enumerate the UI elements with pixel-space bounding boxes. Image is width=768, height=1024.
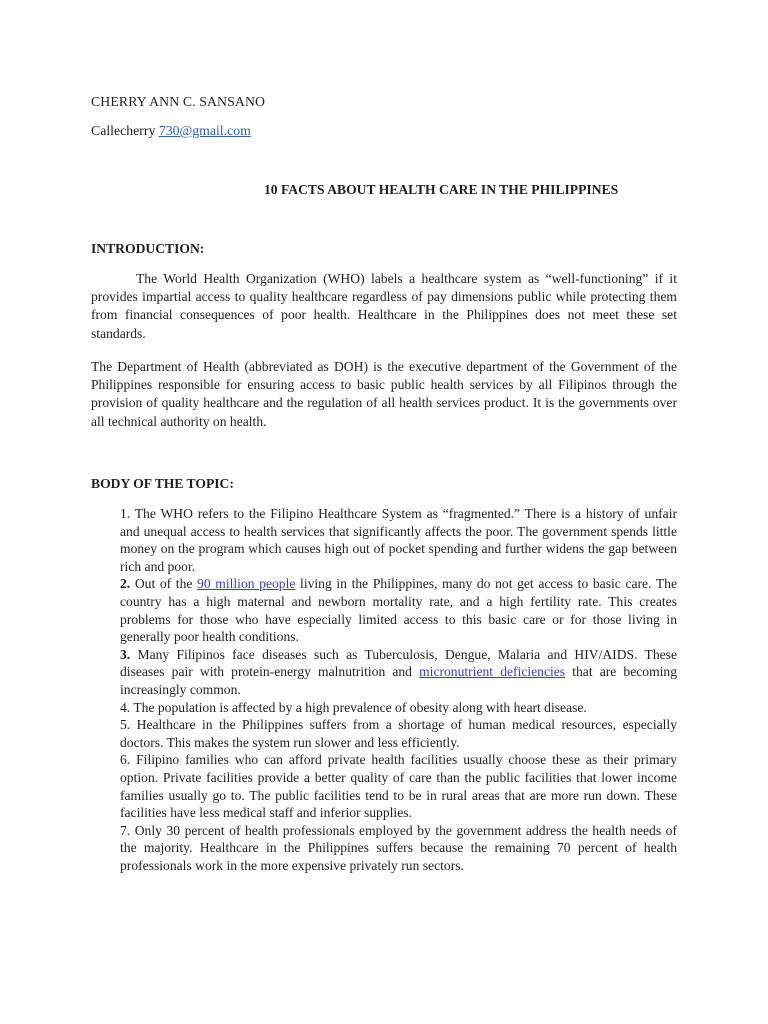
author-email	[91, 123, 251, 139]
fact-2-text-start: Out of the	[130, 576, 198, 592]
fact-item-2	[120, 575, 677, 645]
fact-item-4: 4. The population is affected by a high prevalence of obesity along with heart disease.	[120, 699, 587, 715]
population-link[interactable]: 90 million people	[197, 576, 296, 592]
fact-item-5: 5. Healthcare in the Philippines suffers from a shortage of human medical resources, especially doctors. This makes the system run slower and less efficiently.	[120, 717, 677, 750]
document-title: 10 FACTS ABOUT HEALTH CARE IN THE PHILIPPINES	[264, 182, 619, 197]
fact-item-7: 7. Only 30 percent of health professionals employed by the government address the health needs of the majority. Healthcare in the Philippines suffers because the remaining 70 percent of health professionals work in the more expensive privately run sectors.	[120, 822, 677, 873]
fact-2-text-end: living in the Philippines, many do not get access to basic care. The country has a high maternal and newborn mortality rate, and a high fertility rate. This creates problems for those who have especially limited access to this basic care or for those living in generally poor health conditions.	[120, 576, 677, 645]
fact-item-6: 6. Filipino families who can afford private health facilities usually choose these as their primary option. Private facilities provide a better quality of care than the public facilities that lower income families usually go to. The public facilities tend to be in rural areas that are more run down. These facilities have less medical staff and inferior supplies.	[120, 752, 677, 821]
body-heading: BODY OF THE TOPIC:	[91, 476, 234, 491]
fact-item-1: 1. The WHO refers to the Filipino Healthcare System as “fragmented.” There is a history of unfair and unequal access to health services that significantly affects the poor. The government spends little money on the program which causes high out of pocket spending and further widens the gap between rich and poor.	[120, 506, 677, 574]
introduction-heading: INTRODUCTION:	[91, 241, 205, 256]
fact-item-3	[120, 646, 677, 699]
fact-number-3: 3.	[120, 646, 131, 662]
micronutrient-link[interactable]: micronutrient deficiencies	[419, 664, 566, 680]
facts-list	[120, 505, 677, 874]
email-prefix: Callecherry	[91, 123, 159, 138]
fact-number-2: 2.	[120, 576, 131, 592]
introduction-paragraph-2: The Department of Health (abbreviated as DOH) is the executive department of the Government of the Philippines responsible for ensuring access to basic public health services by all Filipinos through the provision of quality healthcare and the regulation of all health services product. It is the governments over all technical authority on health.	[91, 359, 677, 429]
introduction-paragraph-1: The World Health Organization (WHO) labels a healthcare system as “well-functioning” if it provides impartial access to quality healthcare regardless of pay dimensions public while protecting them from financial consequences of poor health. Healthcare in the Philippines does not meet these set standards.	[91, 271, 677, 341]
fact-3-text-start: Many Filipinos face diseases such as Tuberculosis, Dengue, Malaria and HIV/AIDS. These diseases pair with protein-energy malnutrition and	[120, 646, 677, 680]
email-link[interactable]: 730@gmail.com	[158, 123, 251, 138]
fact-3-text-end: that are becoming increasingly common.	[120, 664, 678, 697]
author-name: CHERRY ANN C. SANSANO	[91, 94, 266, 109]
